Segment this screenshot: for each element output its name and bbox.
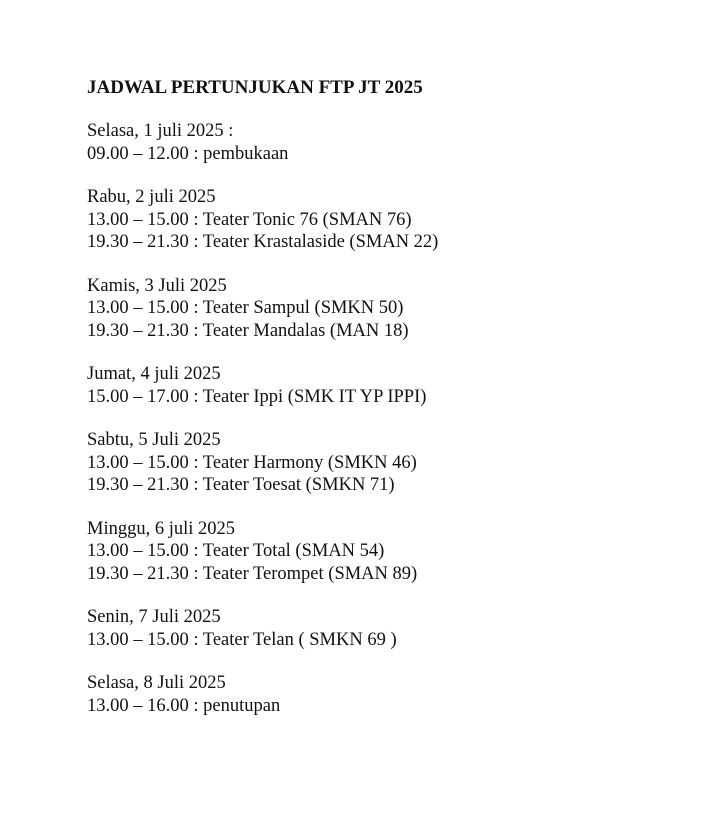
day-date: Kamis, 3 Juli 2025 <box>87 275 227 296</box>
schedule-entry: 13.00 – 15.00 : Teater Total (SMAN 54) <box>87 541 385 561</box>
schedule-entry: 09.00 – 12.00 : pembukaan <box>87 143 289 164</box>
schedule-entry: 13.00 – 15.00 : Teater Tonic 76 (SMAN 76) <box>87 209 412 230</box>
day-date: Selasa, 1 juli 2025 : <box>87 121 234 141</box>
schedule-entry: 19.30 – 21.30 : Teater Terompet (SMAN 89) <box>87 563 418 584</box>
day-date: Jumat, 4 juli 2025 <box>87 364 221 384</box>
day-block-1 <box>87 120 687 165</box>
day-block-3 <box>87 275 687 343</box>
day-block-8 <box>87 672 687 717</box>
day-date: Rabu, 2 juli 2025 <box>87 187 216 207</box>
schedule-document <box>87 76 687 738</box>
schedule-entry: 13.00 – 15.00 : Teater Sampul (SMKN 50) <box>87 298 404 318</box>
schedule-entry: 13.00 – 16.00 : penutupan <box>87 695 281 716</box>
day-block-5 <box>87 429 687 497</box>
day-block-7 <box>87 606 687 651</box>
schedule-entry: 15.00 – 17.00 : Teater Ippi (SMK IT YP IPPI) <box>87 386 427 407</box>
schedule-entry: 13.00 – 15.00 : Teater Telan ( SMKN 69 ) <box>87 629 397 650</box>
schedule-entry: 19.30 – 21.30 : Teater Toesat (SMKN 71) <box>87 475 395 495</box>
day-date: Sabtu, 5 Juli 2025 <box>87 430 221 450</box>
day-block-6 <box>87 518 687 586</box>
day-date: Minggu, 6 juli 2025 <box>87 518 236 539</box>
schedule-entry: 19.30 – 21.30 : Teater Mandalas (MAN 18) <box>87 320 409 341</box>
schedule-entry: 19.30 – 21.30 : Teater Krastalaside (SMAN 22) <box>87 232 439 252</box>
schedule-entry: 13.00 – 15.00 : Teater Harmony (SMKN 46) <box>87 452 417 473</box>
document-title: JADWAL PERTUNJUKAN FTP JT 2025 <box>87 77 423 98</box>
day-block-2 <box>87 186 687 254</box>
day-date: Selasa, 8 Juli 2025 <box>87 673 226 693</box>
day-date: Senin, 7 Juli 2025 <box>87 607 221 627</box>
day-block-4 <box>87 363 687 408</box>
